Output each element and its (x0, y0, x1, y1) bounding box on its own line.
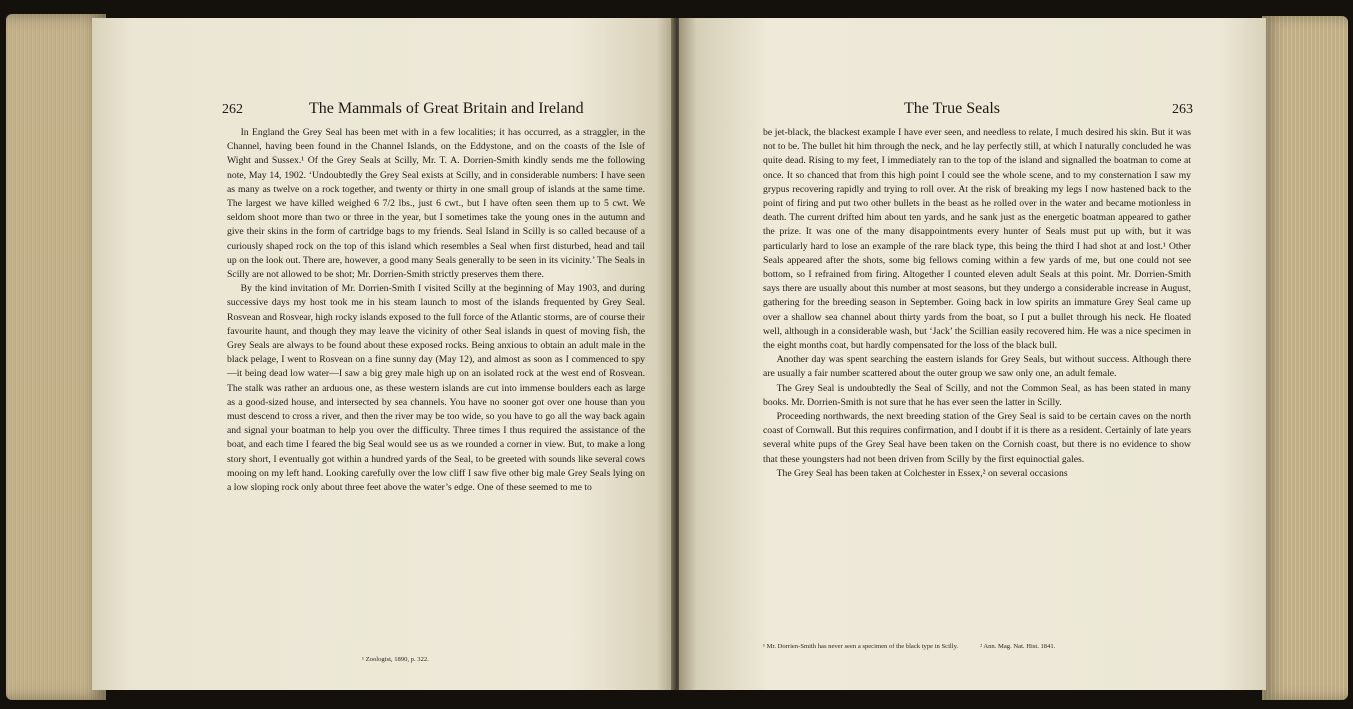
right-paragraph-3: The Grey Seal is undoubtedly the Seal of Scilly, and not the Common Seal, as has been stated in many books. Mr. Dorrien-Smith is not sure that he has ever seen the latter in Scilly. (763, 382, 1191, 408)
left-page (92, 18, 675, 690)
right-page (679, 18, 1266, 690)
right-page-body (763, 126, 1191, 481)
right-running-head: The True Seals (904, 100, 1000, 117)
left-paragraph-1: In England the Grey Seal has been met with in a few localities; it has occurred, as a straggler, in the Channel, having been found in the Channel Islands, on the Eddystone, and on the coasts of the Isle of Wight and Sussex.¹ Of the Grey Seals at Scilly, Mr. T. A. Dorrien-Smith kindly sends me the following note, May 14, 1902. ‘Undoubtedly the Grey Seal exists at Scilly, and in considerable numbers: I have seen as many as twelve on a rock together, and twenty or thirty in one small group of islands at the same time. The largest we have killed weighed 6 7/2 lbs., just 6 cwt., but I have often seen them up to 5 cwt. We seldom shoot more than two or three in the year, but I sometimes take the young ones in the autumn and give their skins in the form of cartridge bags to my friends. Seal Island in Scilly is so called because of a curiously shaped rock on the top of this island which resembles a Seal when first disturbed, head and tail up on the look out. There are, however, a good many Seals generally to be seen in its vicinity.’ The Seals in Scilly are not allowed to be shot; Mr. Dorrien-Smith strictly preserves them there. (227, 127, 645, 281)
right-footnote-1: ¹ Mr. Dorrien-Smith has never seen a specimen of the black type in Scilly. (763, 643, 959, 650)
left-page-body (227, 126, 645, 495)
left-paragraph-2: By the kind invitation of Mr. Dorrien-Smith I visited Scilly at the beginning of May 1903, and during successive days my host took me in his steam launch to most of the islands frequented by Grey Seal. Rosvean and Rosvear, high rocky islands exposed to the full force of the Atlantic storms, are of course their favourite haunt, and though they may leave the vicinity of other Seal islands in quest of moving fish, the Grey Seals are always to be found about these exposed rocks. Being anxious to obtain an adult male in the black pelage, I went to Rosvean on a fine sunny day (May 12), and almost as soon as I commenced to spy—it being dead low water—I saw a big grey male high up on an isolated rock at the west end of Rosvean. The stalk was rather an arduous one, as these western islands are cut into immense boulders each as large as a good-sized house, and intersected by sea channels. You have no sooner got over one house than you must descend to cross a river, and then the river may be too wide, so you have to go all the way back again and signal your boatman to help you over the difficulty. Three times I thus required the assistance of the boat, and each time I feared the big Seal would see us as we rounded a corner in view. But, to make a long story short, I eventually got within a hundred yards of the Seal, to be greeted with sounds like several cows mooing on my left hand. Looking carefully over the low cliff I saw five other big male Grey Seals lying on a low sloping rock only about three feet above the water’s edge. One of these seemed to me to (227, 283, 645, 494)
right-page-number: 263 (1172, 102, 1193, 117)
right-paragraph-5: The Grey Seal has been taken at Colchester in Essex,² on several occasions (776, 467, 1068, 479)
left-footnote: ¹ Zoologist, 1890, p. 322. (362, 656, 429, 663)
right-paragraph-1: be jet-black, the blackest example I have ever seen, and needless to relate, I much desired his skin. But it was not to be. The bullet hit him through the neck, and he lay perfectly still, at which I naturally concluded he was quite dead. Rising to my feet, I immediately ran to the top of the island and signalled the boatman to come at once. It so chanced that from this high point I could see the whole scene, and to my consternation I saw my grypus recovering rapidly and trying to roll over. At the risk of breaking my legs I now hastened back to the point of firing and put two other bullets in the beast as he rolled over in the water and became motionless in death. The current drifted him about ten yards, and he sank just as the energetic boatman appeared to gather the prize. It was one of the many disappointments every hunter of Seals must put up with, but it was particularly hard to lose an example of the rare black type, this being the third I had shot at and lost.¹ Other Seals appeared after the shots, some big fellows coming within a few yards of me, but one could not see bottom, so I refrained from firing. Altogether I counted eleven adult Seals at this point. Mr. Dorrien-Smith says there are usually about this number at most seasons, but they undergo a considerable increase in August, gathering for the breeding season in September. Going back in low spirits an immature Grey Seal came up over a shallow sea channel about thirty yards from the boat, so I put a bullet through his neck. He floated well, although in a considerable wash, but ‘Jack’ the Scillian easily recovered him. He was a nice specimen in the eight months coat, but hardly compensated for the loss of the black bull. (763, 127, 1191, 352)
right-paragraph-4: Proceeding northwards, the next breeding station of the Grey Seal is said to be certain caves on the north coast of Cornwall. But this requires confirmation, and I doubt if it is there as a resident. Certainly of late years several white pups of the Grey Seal have been taken on the Cornish coast, but there is no evidence to show that these youngsters had not been driven from Scilly by the first equinoctial gales. (763, 411, 1191, 465)
left-page-edges (6, 14, 106, 700)
left-running-head: The Mammals of Great Britain and Ireland (309, 100, 584, 117)
right-page-edges (1262, 16, 1348, 700)
left-page-number: 262 (222, 102, 243, 117)
right-footnotes (763, 643, 1203, 651)
right-paragraph-2: Another day was spent searching the eastern islands for Grey Seals, but without success. Although there are usually a fair number scattered about the outer group we saw only one, an adult female. (763, 354, 1191, 380)
right-footnote-2: ² Ann. Mag. Nat. Hist. 1841. (980, 643, 1056, 650)
